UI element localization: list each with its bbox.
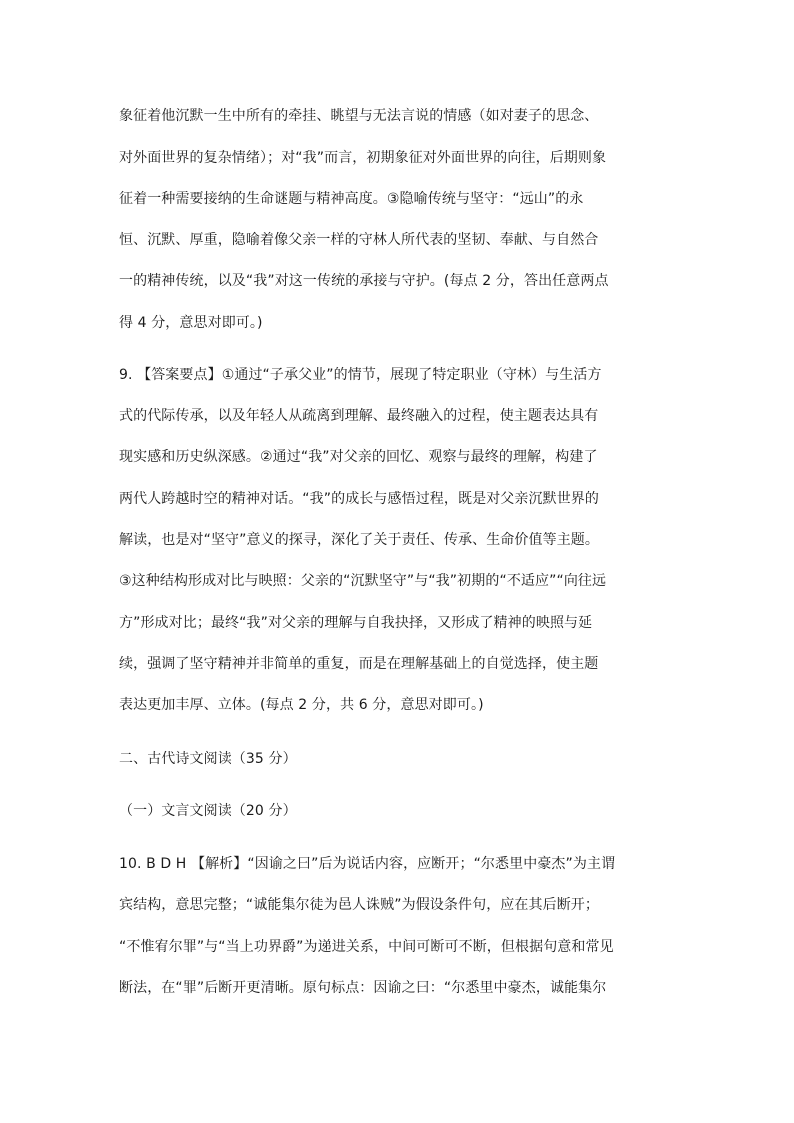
text-line: 式的代际传承，以及年轻人从疏离到理解、最终融入的过程，使主题表达具有 xyxy=(119,408,599,424)
text-line: 表达更加丰厚、立体。(每点 2 分，共 6 分，意思对即可。) xyxy=(119,697,484,713)
text-line: 一的精神传统，以及“我”对这一传统的承接与守护。(每点 2 分，答出任意两点 xyxy=(119,273,609,289)
text-line: 两代人跨越时空的精神对话。“我”的成长与感悟过程，既是对父亲沉默世界的 xyxy=(119,491,600,507)
text-line: 恒、沉默、厚重，隐喻着像父亲一样的守林人所代表的坚韧、奉献、与自然合 xyxy=(119,232,599,248)
text-line: 征着一种需要接纳的生命谜题与精神高度。③隐喻传统与坚守：“远山”的永 xyxy=(119,191,584,207)
section-heading: 二、古代诗文阅读（35 分） xyxy=(119,751,297,767)
subsection-heading: （一）文言文阅读（20 分） xyxy=(119,803,297,819)
text-line: 现实感和历史纵深感。②通过“我”对父亲的回忆、观察与最终的理解，构建了 xyxy=(119,449,598,465)
text-line: 宾结构，意思完整；“诚能集尔徒为邑人诛贼”为假设条件句，应在其后断开； xyxy=(119,897,600,913)
text-line: 10. B D H 【解析】“因谕之曰”后为说话内容，应断开；“尔悉里中豪杰”为主谓 xyxy=(119,856,616,872)
text-line: 象征着他沉默一生中所有的牵挂、眺望与无法言说的情感（如对妻子的思念、 xyxy=(119,108,599,124)
text-line: 断法，在“罪”后断开更清晰。原句标点：因谕之曰：“尔悉里中豪杰，诚能集尔 xyxy=(119,980,607,996)
text-line: ③这种结构形成对比与映照：父亲的“沉默坚守”与“我”初期的“不适应”“向往远 xyxy=(119,573,607,589)
text-line: 对外面世界的复杂情绪）；对“我”而言，初期象征对外面世界的向往，后期则象 xyxy=(119,150,607,166)
text-line: 9. 【答案要点】①通过“子承父业”的情节，展现了特定职业（守林）与生活方 xyxy=(119,367,602,383)
text-line: 方”形成对比；最终“我”对父亲的理解与自我抉择，又形成了精神的映照与延 xyxy=(119,615,593,631)
text-line: 得 4 分，意思对即可。) xyxy=(119,315,263,331)
text-line: “不惟宥尔罪”与“当上功界爵”为递进关系，中间可断可不断，但根据句意和常见 xyxy=(119,939,614,955)
text-line: 解读，也是对“坚守”意义的探寻，深化了关于责任、传承、生命价值等主题。 xyxy=(119,532,600,548)
text-line: 续，强调了坚守精神并非简单的重复，而是在理解基础上的自觉选择，使主题 xyxy=(119,656,599,672)
